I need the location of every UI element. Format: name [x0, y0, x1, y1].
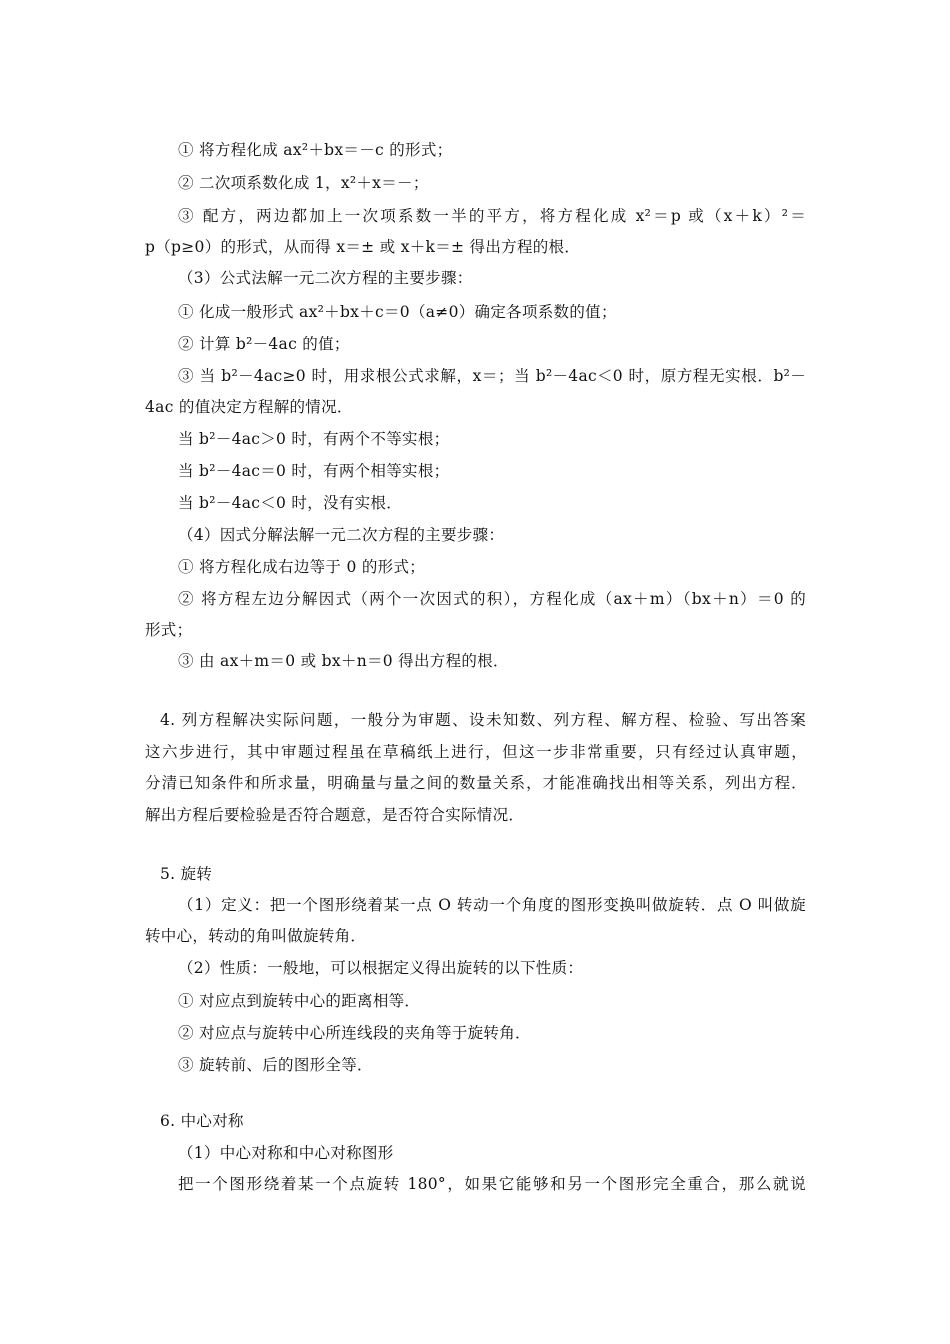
text-line: 形式；: [145, 621, 193, 639]
text-line: 解出方程后要检验是否符合题意，是否符合实际情况．: [145, 806, 525, 824]
text-line: （1）中心对称和中心对称图形: [178, 1144, 394, 1162]
text-line: 当 b²－4ac＝0 时，有两个相等实根；: [178, 462, 450, 480]
text-line: 转中心，转动的角叫做旋转角．: [145, 927, 367, 945]
section-heading: 6. 中心对称: [160, 1112, 244, 1130]
text-line: （3）公式法解一元二次方程的主要步骤：: [178, 269, 473, 287]
text-line: 当 b²－4ac＜0 时，没有实根．: [178, 494, 403, 512]
text-line: （1）定义：把一个图形绕着某一点 O 转动一个角度的图形变换叫做旋转．点 O 叫做旋: [178, 896, 806, 914]
text-line: ② 对应点与旋转中心所连线段的夹角等于旋转角．: [178, 1024, 531, 1042]
text-line: ③ 旋转前、后的图形全等．: [178, 1056, 373, 1074]
text-line: （4）因式分解法解一元二次方程的主要步骤：: [178, 526, 505, 544]
text-line: 4ac 的值决定方程解的情况．: [145, 398, 353, 416]
text-line: ① 将方程化成 ax²＋bx＝－c 的形式；: [178, 141, 453, 159]
text-line: 分清已知条件和所求量，明确量与量之间的数量关系，才能准确找出相等关系，列出方程．: [145, 774, 807, 792]
section-heading: 5. 旋转: [160, 865, 213, 883]
text-line: 把一个图形绕着某一个点旋转 180°，如果它能够和另一个图形完全重合，那么就说: [178, 1175, 806, 1193]
text-line: ② 二次项系数化成 1，x²＋x＝－；: [178, 174, 429, 192]
text-line: ① 化成一般形式 ax²＋bx＋c＝0（a≠0）确定各项系数的值；: [178, 303, 617, 321]
text-line: 4. 列方程解决实际问题，一般分为审题、设未知数、列方程、解方程、检验、写出答案: [160, 711, 806, 729]
text-line: ③ 配方，两边都加上一次项系数一半的平方，将方程化成 x²＝p 或（x＋k）²＝: [178, 207, 806, 225]
text-line: ③ 由 ax＋m＝0 或 bx＋n＝0 得出方程的根．: [178, 652, 509, 670]
text-line: 这六步进行，其中审题过程虽在草稿纸上进行，但这一步非常重要，只有经过认真审题，: [145, 743, 807, 761]
text-line: ① 对应点到旋转中心的距离相等．: [178, 992, 421, 1010]
text-line: ① 将方程化成右边等于 0 的形式；: [178, 558, 426, 576]
text-line: p（p≥0）的形式，从而得 x＝± 或 x＋k＝± 得出方程的根．: [145, 238, 581, 256]
text-line: ② 将方程左边分解因式（两个一次因式的积），方程化成（ax＋m）（bx＋n）＝0 的: [178, 590, 806, 608]
text-line: 当 b²－4ac＞0 时，有两个不等实根；: [178, 430, 450, 448]
text-line: （2）性质：一般地，可以根据定义得出旋转的以下性质：: [178, 959, 584, 977]
text-line: ② 计算 b²－4ac 的值；: [178, 335, 350, 353]
text-line: ③ 当 b²－4ac≥0 时，用求根公式求解，x＝；当 b²－4ac＜0 时，原方程无实根．b²－: [178, 367, 806, 385]
